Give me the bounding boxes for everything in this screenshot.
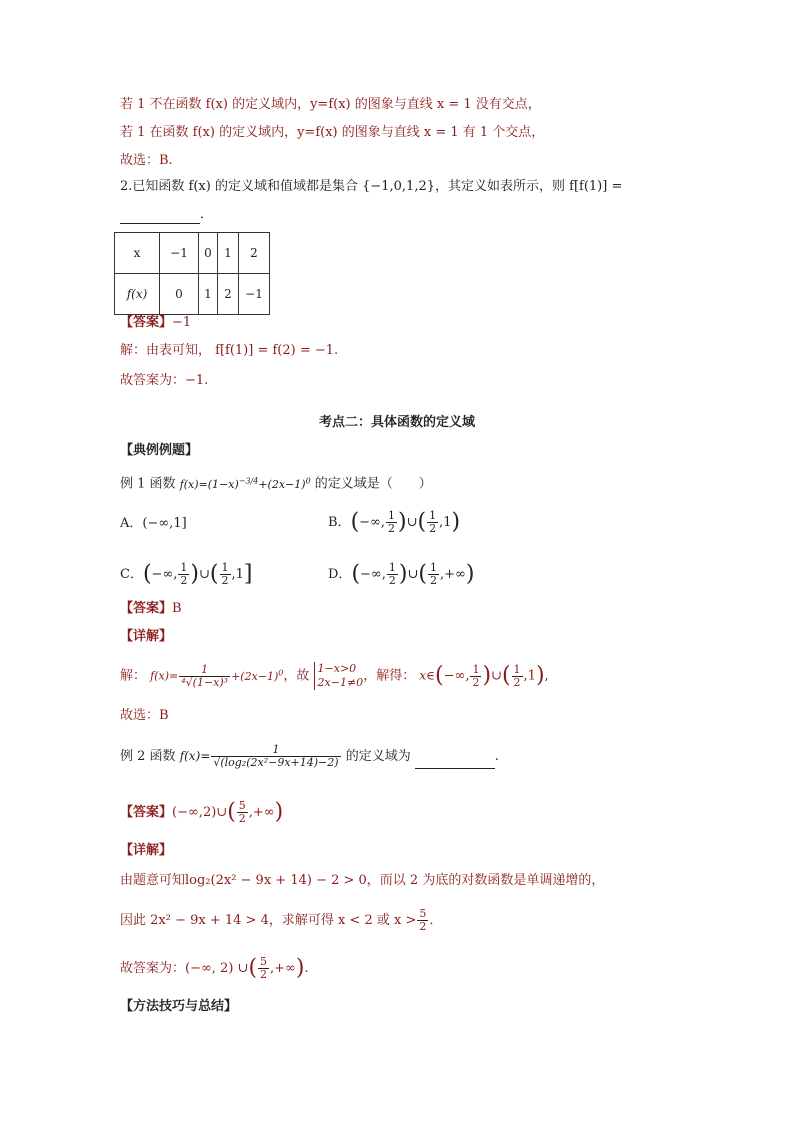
function-table bbox=[114, 232, 270, 315]
question-2-text: 2.已知函数 f(x) 的定义域和值域都是集合 {−1,0,1,2}，其定义如表所示，则 f[f(1)] = bbox=[120, 179, 623, 194]
example-2-tail: 的定义域为 bbox=[345, 749, 411, 764]
answer-blank-2 bbox=[415, 756, 495, 769]
detail-2-line-3-text: 故答案为：(−∞, 2) ∪ bbox=[120, 961, 249, 976]
answer-2-label: 【答案】 bbox=[120, 805, 173, 820]
table-cell: 2 bbox=[218, 274, 239, 315]
answer-1-line bbox=[120, 600, 182, 618]
option-c-label: C． bbox=[120, 567, 143, 582]
example-1 bbox=[120, 472, 432, 494]
section-title: 考点二：具体函数的定义域 bbox=[318, 415, 475, 430]
detail-2-line-1: 由题意可知log₂(2x² − 9x + 14) − 2 > 0，而以 2 为底的对数函数是单调递增的， bbox=[120, 873, 605, 888]
answer-value: −1 bbox=[172, 315, 192, 330]
example-2-label: 例 2 函数 bbox=[120, 749, 176, 764]
answer-line bbox=[120, 314, 191, 332]
table-cell: 1 bbox=[218, 233, 239, 274]
line-1: 若 1 不在函数 f(x) 的定义域内，y=f(x) 的图象与直线 x = 1 没有交点， bbox=[120, 97, 541, 112]
option-b-label: B． bbox=[328, 515, 351, 530]
line-2: 若 1 在函数 f(x) 的定义域内，y=f(x) 的图象与直线 x = 1 有 1 个交点， bbox=[120, 125, 545, 140]
table-cell: −1 bbox=[160, 233, 199, 274]
solution-line-2: 故答案为：−1. bbox=[120, 373, 209, 388]
detail-2-heading: 【详解】 bbox=[120, 843, 173, 858]
option-b: B．(−∞, $\frac{1}{2}$ )∪( $\frac{1}{2}$ ,1) bbox=[328, 509, 461, 535]
period-2: ． bbox=[429, 913, 443, 928]
detail-1-heading: 【详解】 bbox=[120, 629, 173, 644]
table-cell: x bbox=[115, 233, 160, 274]
detail-2-line-3: 故答案为：(−∞, 2) ∪( $\frac{5}{2}$ ,+∞). bbox=[120, 955, 309, 981]
option-a: A．(−∞,1] bbox=[120, 516, 187, 531]
solution-example-1: 解： f(x)= $\frac{1}{\text{⁴√(1−x)³}}$ $+(2x-1)^0$，故 1−x>0 2x−1≠0，解得： x∈(−∞, $\frac{1}{2}$ )∪( $\frac{1}{2}$ ,1), bbox=[120, 662, 549, 689]
inequality-system: 1−x>0 2x−1≠0 bbox=[314, 662, 364, 690]
answer-2-line: 【答案】(−∞,2)∪( $\frac{5}{2}$ ,+∞) bbox=[120, 799, 284, 825]
solution-example-1-end: 故选：B bbox=[120, 708, 169, 723]
solution-mid-2: ，解得： bbox=[363, 668, 416, 684]
table-row bbox=[115, 233, 270, 274]
answer-label: 【答案】 bbox=[120, 315, 173, 330]
solution-label: 解： bbox=[120, 668, 147, 684]
table-cell: 2 bbox=[239, 233, 270, 274]
table-cell: 1 bbox=[199, 274, 218, 315]
table-cell: 0 bbox=[160, 274, 199, 315]
question-2 bbox=[120, 178, 622, 196]
detail-2-line-2-text: 因此 2x² − 9x + 14 > 4，求解可得 x < 2 或 x > bbox=[120, 913, 417, 928]
option-d: D．(−∞, $\frac{1}{2}$ )∪( $\frac{1}{2}$ ,+∞) bbox=[328, 561, 475, 587]
solution-line-1: 解：由表可知， f[f(1)] = f(2) = −1. bbox=[120, 343, 339, 358]
table-row bbox=[115, 274, 270, 315]
answer-1-label: 【答案】 bbox=[120, 601, 173, 616]
example-heading: 【典例例题】 bbox=[120, 443, 199, 458]
option-d-label: D． bbox=[328, 567, 352, 582]
example-1-tail: 的定义域是（ ） bbox=[314, 476, 432, 492]
answer-1-value: B bbox=[172, 601, 182, 616]
period: ． bbox=[200, 207, 214, 222]
solution-mid: ，故 bbox=[283, 668, 310, 684]
answer-blank bbox=[120, 211, 200, 224]
table-cell: −1 bbox=[239, 274, 270, 315]
question-2-blank-line bbox=[120, 206, 213, 224]
table-cell: 0 bbox=[199, 233, 218, 274]
line-3: 故选：B. bbox=[120, 153, 173, 168]
example-1-formula: $f(x)=(1-x)^{-3/4}+(2x-1)^0$ bbox=[179, 476, 311, 491]
option-c: C．(−∞, $\frac{1}{2}$ )∪( $\frac{1}{2}$ ,1] bbox=[120, 561, 253, 587]
method-heading: 【方法技巧与总结】 bbox=[120, 999, 238, 1014]
example-1-label: 例 1 函数 bbox=[120, 476, 176, 492]
table-cell: f(x) bbox=[115, 274, 160, 315]
detail-2-line-2: 因此 2x² − 9x + 14 > 4，求解可得 x < 2 或 x > $\frac{5}{2}$ ． bbox=[120, 907, 443, 933]
example-2: 例 2 函数 f(x)= $\frac{1}{\text{√(log₂(2x²−9x+14)−2)}}$ 的定义域为 . bbox=[120, 743, 499, 769]
